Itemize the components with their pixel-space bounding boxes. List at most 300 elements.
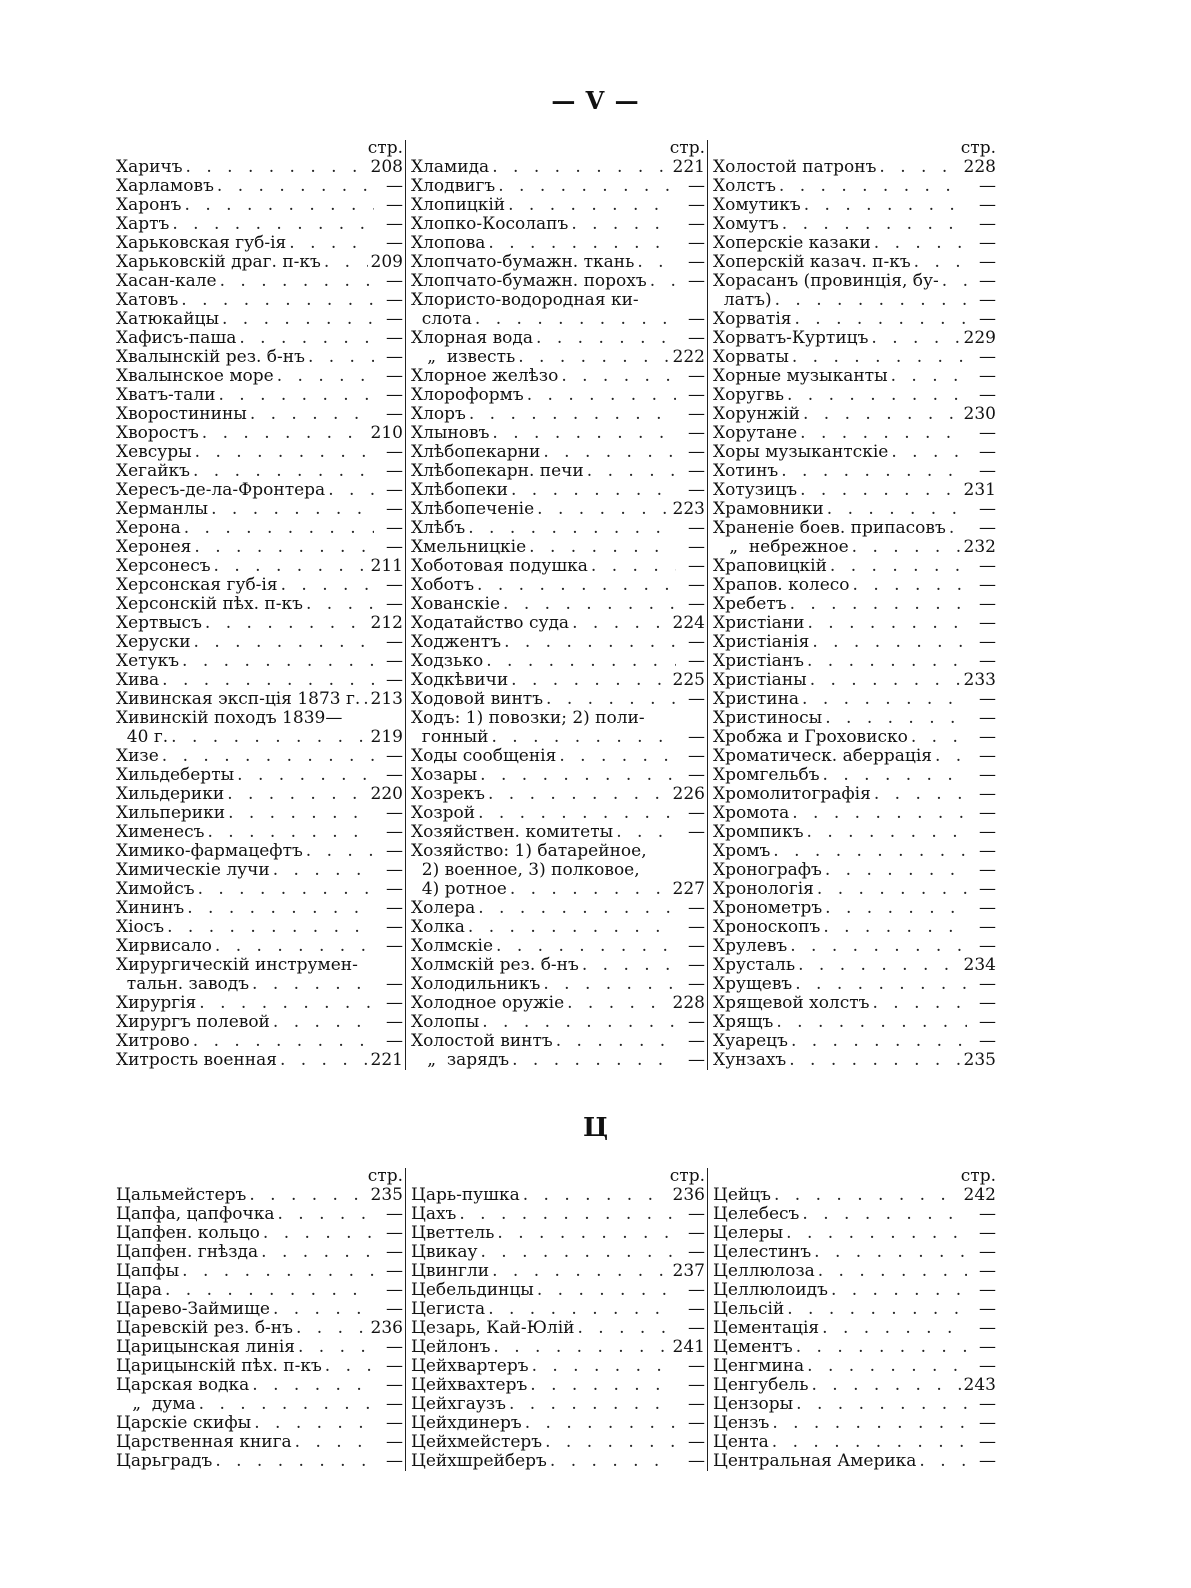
index-entry <box>713 880 996 899</box>
entry-term: Царскіе скифы <box>116 1414 252 1433</box>
entry-term: Храпов. колесо <box>713 576 850 595</box>
entry-term: Хрулевъ <box>713 937 788 956</box>
index-entry <box>713 196 996 215</box>
entry-term: Цейлонъ <box>411 1338 491 1357</box>
index-entry <box>411 310 705 329</box>
entry-term: Херуски <box>116 633 191 652</box>
entry-term: Хроноскопъ <box>713 918 821 937</box>
entry-page: — <box>979 899 996 918</box>
entry-term: Целлюлоза <box>713 1262 815 1281</box>
entry-term: Христина <box>713 690 800 709</box>
entry-page: — <box>386 1300 403 1319</box>
index-entry <box>713 215 996 234</box>
entry-page: — <box>386 1032 403 1051</box>
entry-page: 226 <box>672 785 705 804</box>
leader-dots <box>483 652 676 671</box>
index-entry <box>116 975 403 994</box>
index-entry <box>713 918 996 937</box>
leader-dots <box>489 424 676 443</box>
index-entry <box>713 310 996 329</box>
entry-page: — <box>979 937 996 956</box>
index-entry <box>713 861 996 880</box>
entry-term: Херсонская губ-ія <box>116 576 278 595</box>
entry-page: — <box>688 272 705 291</box>
entry-term: Херсонскій пѣх. п-къ <box>116 595 303 614</box>
column-header-page: стр. <box>669 1166 705 1186</box>
entry-page: — <box>979 1281 996 1300</box>
entry-term: Цейхвартеръ <box>411 1357 529 1376</box>
entry-page: — <box>386 1281 403 1300</box>
entry-page: 221 <box>672 158 705 177</box>
entry-page: — <box>979 1319 996 1338</box>
entry-page: — <box>979 709 996 728</box>
entry-page: — <box>979 519 996 538</box>
index-entry <box>713 234 996 253</box>
entry-page: 209 <box>370 253 403 272</box>
leader-dots <box>542 1433 676 1452</box>
entry-page: — <box>386 994 403 1013</box>
leader-dots <box>493 937 676 956</box>
index-entry <box>713 424 996 443</box>
entry-term: Хлыновъ <box>411 424 490 443</box>
index-entry <box>411 1376 705 1395</box>
leader-dots <box>500 595 676 614</box>
entry-page: — <box>979 1357 996 1376</box>
entry-term: Харонъ <box>116 196 182 215</box>
leader-dots <box>799 1205 967 1224</box>
index-entry <box>713 804 996 823</box>
entry-term: Харичъ <box>116 158 183 177</box>
index-entry <box>116 614 403 633</box>
index-entry <box>116 424 403 443</box>
index-entry <box>713 785 996 804</box>
entry-term: Хромгельбъ <box>713 766 820 785</box>
entry-term: 40 г. <box>116 728 169 747</box>
entry-page: 219 <box>370 728 403 747</box>
index-entry <box>116 1395 403 1414</box>
entry-page: — <box>386 329 403 348</box>
leader-dots <box>169 215 374 234</box>
entry-page: — <box>688 253 705 272</box>
entry-page: — <box>979 652 996 671</box>
index-entry <box>713 576 996 595</box>
entry-term: Хворостъ <box>116 424 199 443</box>
entry-term: Хильдеберты <box>116 766 235 785</box>
entry-term: Хлопчато-бумажн. ткань <box>411 253 635 272</box>
entry-page: — <box>386 405 403 424</box>
entry-page: — <box>979 690 996 709</box>
entry-term: Ходъ: 1) повозки; 2) поли- <box>411 709 645 728</box>
index-entry <box>411 1319 705 1338</box>
index-entry <box>411 424 705 443</box>
entry-term: Хромпикъ <box>713 823 804 842</box>
index-entry <box>116 994 403 1013</box>
entry-term: Хромолитографія <box>713 785 871 804</box>
entry-page: 221 <box>370 1051 403 1070</box>
entry-term: Царицынскій пѣх. п-къ <box>116 1357 322 1376</box>
index-entry <box>411 576 705 595</box>
leader-dots <box>179 652 374 671</box>
entry-page: — <box>979 291 996 310</box>
entry-term: Хетукъ <box>116 652 180 671</box>
entry-term: Хлѣбопеки <box>411 481 508 500</box>
entry-term: Хвалынское море <box>116 367 274 386</box>
leader-dots <box>795 956 960 975</box>
entry-term: Царьградъ <box>116 1452 213 1471</box>
entry-term: Цельсій <box>713 1300 785 1319</box>
entry-term: Цапфа, цапфочка <box>116 1205 275 1224</box>
entry-page: — <box>386 595 403 614</box>
entry-term: Хорунжій <box>713 405 800 424</box>
index-entry <box>713 633 996 652</box>
entry-page: — <box>386 1224 403 1243</box>
entry-page: — <box>386 1414 403 1433</box>
entry-page: — <box>979 443 996 462</box>
entry-term: Хромота <box>713 804 790 823</box>
entry-page: — <box>688 177 705 196</box>
entry-term: Ходжентъ <box>411 633 502 652</box>
index-entry <box>713 481 996 500</box>
entry-term: Хлорное желѣзо <box>411 367 559 386</box>
index-entry <box>411 1452 705 1471</box>
entry-term: Хлористо-водородная ки- <box>411 291 639 310</box>
index-entry <box>411 956 705 975</box>
index-entry <box>411 633 705 652</box>
entry-term: Хіосъ <box>116 918 165 937</box>
entry-page: — <box>688 975 705 994</box>
column-header-page: стр. <box>367 138 403 158</box>
entry-term: Цейхшрейберъ <box>411 1452 547 1471</box>
leader-dots <box>489 158 669 177</box>
entry-term: Ходовой винтъ <box>411 690 544 709</box>
index-entry <box>713 1376 996 1395</box>
entry-term: Хирургическій инструмен- <box>116 956 358 975</box>
entry-term: Химическіе лучи <box>116 861 270 880</box>
index-entry <box>411 1224 705 1243</box>
index-entry <box>411 861 705 880</box>
leader-dots <box>779 215 967 234</box>
index-entry <box>116 1224 403 1243</box>
entry-page: — <box>688 766 705 785</box>
entry-term: Хафисъ-паша <box>116 329 237 348</box>
entry-term: 2) военное, 3) полковое, <box>411 861 640 880</box>
leader-dots <box>804 823 967 842</box>
leader-dots <box>219 310 374 329</box>
entry-page: — <box>688 1032 705 1051</box>
entry-page: — <box>688 1452 705 1471</box>
entry-page: 236 <box>370 1319 403 1338</box>
index-entry <box>411 975 705 994</box>
entry-page: — <box>979 823 996 842</box>
entry-term: Хрящъ <box>713 1013 774 1032</box>
entry-term: Хромъ <box>713 842 771 861</box>
entry-term: Царская водка <box>116 1376 250 1395</box>
entry-page: — <box>386 899 403 918</box>
entry-page: — <box>688 234 705 253</box>
leader-dots <box>771 1186 961 1205</box>
entry-term: Хозяйство: 1) батарейное, <box>411 842 647 861</box>
entry-page: — <box>979 1433 996 1452</box>
entry-page: — <box>688 1300 705 1319</box>
entry-page: — <box>979 785 996 804</box>
index-entry <box>411 842 705 861</box>
entry-page: — <box>386 576 403 595</box>
leader-dots <box>792 310 968 329</box>
index-entry <box>116 1205 403 1224</box>
index-entry <box>116 1051 403 1070</box>
index-entry <box>411 994 705 1013</box>
leader-dots <box>776 177 967 196</box>
entry-page: — <box>386 880 403 899</box>
leader-dots <box>540 443 676 462</box>
entry-page: 223 <box>672 500 705 519</box>
index-entry <box>713 291 996 310</box>
entry-term: Херона <box>116 519 181 538</box>
index-entry <box>713 595 996 614</box>
index-entry <box>411 1281 705 1300</box>
leader-dots <box>305 348 374 367</box>
index-entry <box>411 937 705 956</box>
index-entry <box>116 1281 403 1300</box>
entry-page: 232 <box>963 538 996 557</box>
entry-page: — <box>979 386 996 405</box>
entry-page: — <box>386 671 403 690</box>
entry-term: Ходзько <box>411 652 484 671</box>
entry-term: Хозрой <box>411 804 476 823</box>
leader-dots <box>485 785 670 804</box>
entry-page: — <box>688 1395 705 1414</box>
entry-page: 236 <box>672 1186 705 1205</box>
entry-page: — <box>386 1205 403 1224</box>
leader-dots <box>772 291 967 310</box>
entry-term: Цвингли <box>411 1262 490 1281</box>
index-entry <box>116 842 403 861</box>
leader-dots <box>533 329 676 348</box>
entry-page: — <box>386 196 403 215</box>
index-entry <box>411 1262 705 1281</box>
entry-page: — <box>386 1452 403 1471</box>
index-entry <box>116 1452 403 1471</box>
entry-term: Хлопова <box>411 234 486 253</box>
index-entry <box>116 690 403 709</box>
entry-term: Холстъ <box>713 177 776 196</box>
index-entry <box>713 1319 996 1338</box>
leader-dots <box>509 1051 676 1070</box>
leader-dots <box>769 1433 967 1452</box>
leader-dots <box>179 1262 374 1281</box>
entry-term: Цензоры <box>713 1395 794 1414</box>
leader-dots <box>543 690 676 709</box>
leader-dots <box>190 1032 374 1051</box>
entry-page: — <box>688 937 705 956</box>
index-entry <box>411 158 705 177</box>
index-entry <box>411 614 705 633</box>
entry-page: — <box>979 500 996 519</box>
index-entry <box>116 196 403 215</box>
entry-page: — <box>688 405 705 424</box>
entry-page: — <box>688 538 705 557</box>
leader-dots <box>251 1414 374 1433</box>
entry-page: — <box>979 861 996 880</box>
index-entry <box>116 1186 403 1205</box>
entry-term: Хитрость военная <box>116 1051 277 1070</box>
leader-dots <box>773 1013 967 1032</box>
index-entry <box>713 1262 996 1281</box>
section-letter-heading: Ц <box>582 1113 609 1143</box>
leader-dots <box>789 804 967 823</box>
index-entry <box>116 272 403 291</box>
entry-term: Хотузицъ <box>713 481 798 500</box>
leader-dots <box>814 880 967 899</box>
leader-dots <box>508 671 669 690</box>
index-entry <box>411 443 705 462</box>
entry-term: Храмовники <box>713 500 824 519</box>
entry-term: Хрусталь <box>713 956 796 975</box>
index-entry <box>713 272 996 291</box>
entry-term: Холодильникъ <box>411 975 541 994</box>
entry-term: Хоботъ <box>411 576 475 595</box>
index-entry <box>713 614 996 633</box>
entry-term: Центральная Америка <box>713 1452 917 1471</box>
index-entry <box>116 899 403 918</box>
entry-page: — <box>688 367 705 386</box>
entry-page: — <box>688 1376 705 1395</box>
index-entry <box>116 253 403 272</box>
entry-term: Целестинъ <box>713 1243 812 1262</box>
entry-term: Хмельницкіе <box>411 538 527 557</box>
entry-term: Царево-Займище <box>116 1300 270 1319</box>
leader-dots <box>196 1395 374 1414</box>
leader-dots <box>784 386 967 405</box>
leader-dots <box>820 918 967 937</box>
entry-page: 229 <box>963 329 996 348</box>
leader-dots <box>849 538 961 557</box>
leader-dots <box>293 1319 368 1338</box>
entry-term: Хизе <box>116 747 159 766</box>
entry-page: 242 <box>963 1186 996 1205</box>
leader-dots <box>236 329 374 348</box>
leader-dots <box>465 519 676 538</box>
index-entry <box>411 728 705 747</box>
leader-dots <box>526 538 676 557</box>
entry-term: Ходатайство суда <box>411 614 570 633</box>
index-entry <box>116 215 403 234</box>
index-entry <box>116 804 403 823</box>
entry-page: 241 <box>672 1338 705 1357</box>
index-entry <box>116 766 403 785</box>
entry-term: Хронологія <box>713 880 814 899</box>
leader-dots <box>490 1338 669 1357</box>
leader-dots <box>477 766 676 785</box>
entry-term: Холопы <box>411 1013 480 1032</box>
leader-dots <box>225 804 374 823</box>
entry-page: — <box>386 842 403 861</box>
entry-term: Хламида <box>411 158 490 177</box>
entry-page: — <box>688 823 705 842</box>
entry-term: Царственная книга <box>116 1433 292 1452</box>
entry-term: Хирургъ полевой <box>116 1013 270 1032</box>
index-entry <box>411 1013 705 1032</box>
entry-term: Холмскіе <box>411 937 494 956</box>
leader-dots <box>508 481 676 500</box>
index-entry <box>411 690 705 709</box>
entry-term: Цейцъ <box>713 1186 771 1205</box>
leader-dots <box>574 1319 676 1338</box>
index-entry <box>411 272 705 291</box>
index-entry <box>713 690 996 709</box>
index-entry <box>713 747 996 766</box>
entry-page: — <box>386 1338 403 1357</box>
index-entry <box>411 785 705 804</box>
entry-term: Хоперскій казач. п-къ <box>713 253 911 272</box>
index-entry <box>116 519 403 538</box>
entry-page: — <box>688 595 705 614</box>
entry-page: 235 <box>963 1051 996 1070</box>
entry-page: — <box>979 1300 996 1319</box>
entry-term: Целеры <box>713 1224 784 1243</box>
entry-term: Цветтель <box>411 1224 495 1243</box>
leader-dots <box>588 557 676 576</box>
index-entry <box>116 291 403 310</box>
leader-dots <box>456 1205 676 1224</box>
entry-page: — <box>688 1224 705 1243</box>
entry-term: Хоперскіе казаки <box>713 234 871 253</box>
entry-page: — <box>688 1205 705 1224</box>
entry-term: Цензъ <box>713 1414 770 1433</box>
leader-dots <box>807 671 961 690</box>
index-entry <box>411 234 705 253</box>
entry-term: Хунзахъ <box>713 1051 787 1070</box>
entry-page: — <box>979 747 996 766</box>
leader-dots <box>162 1281 374 1300</box>
leader-dots <box>295 1338 374 1357</box>
leader-dots <box>325 481 374 500</box>
index-entry <box>116 1013 403 1032</box>
entry-page: — <box>386 652 403 671</box>
entry-term: Хотинъ <box>713 462 779 481</box>
entry-page: — <box>688 918 705 937</box>
index-entry <box>411 1395 705 1414</box>
entry-page: 234 <box>963 956 996 975</box>
entry-term: Царицынская линія <box>116 1338 295 1357</box>
entry-page: — <box>386 348 403 367</box>
leader-dots <box>507 880 670 899</box>
entry-page: — <box>688 1357 705 1376</box>
index-entry <box>411 595 705 614</box>
index-entry <box>411 804 705 823</box>
entry-term: Холка <box>411 918 465 937</box>
entry-term: Цапфен. кольцо <box>116 1224 260 1243</box>
index-entry <box>411 747 705 766</box>
entry-page: — <box>688 196 705 215</box>
entry-page: — <box>386 861 403 880</box>
index-entry <box>116 595 403 614</box>
index-entry <box>116 1300 403 1319</box>
leader-dots <box>792 975 967 994</box>
leader-dots <box>888 367 967 386</box>
leader-dots <box>869 994 967 1013</box>
leader-dots <box>527 1376 676 1395</box>
entry-page: 210 <box>370 424 403 443</box>
index-entry <box>116 538 403 557</box>
entry-page: — <box>979 1243 996 1262</box>
entry-term: Хильдерики <box>116 785 225 804</box>
entry-term: Хатовъ <box>116 291 179 310</box>
index-entry <box>116 177 403 196</box>
entry-page: — <box>979 1262 996 1281</box>
leader-dots <box>212 937 374 956</box>
entry-term: Хвалынскій рез. б-нъ <box>116 348 305 367</box>
